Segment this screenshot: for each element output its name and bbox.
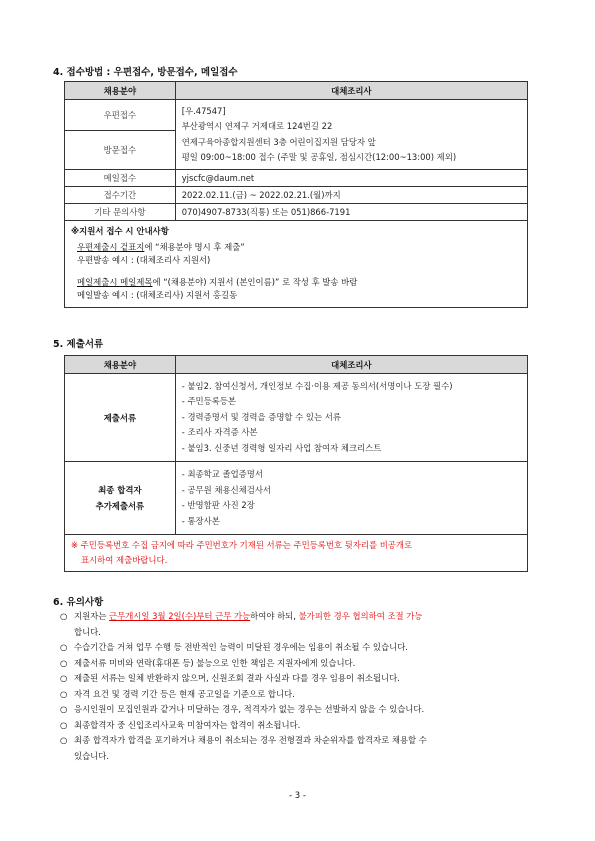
list-item: ○ 응시인원이 모집인원과 같거나 미달하는 경우, 적격자가 없는 경우는 선발하지 않을 수 있습니다. [60,702,540,718]
inquiry-value: 070)4907-8733(직통) 또는 051)866-7191 [175,204,527,221]
required-docs-list [175,374,527,462]
bullet-circle-icon: ○ [60,657,68,668]
label-period: 접수기간 [65,187,176,204]
documents-table [64,355,528,572]
notice-email-subject: 메일제출시 메일제목 [77,276,153,287]
notice-mail-example: 우편발송 예시 : (대체조리사 지원서) [77,255,211,265]
warning-line: 표시하여 제출바랍니다. [81,555,168,565]
section-5-title: 5. 제출서류 [53,339,104,350]
header-position: 대체조리사 [175,82,527,100]
address-cell [175,100,527,170]
header-field: 채용분야 [65,82,176,100]
notice-title: ※지원서 접수 시 안내사항 [71,226,169,236]
notice-email-text: 에 “(채용분야) 지원서 (본인이름)” 로 작성 후 발송 바람 [152,276,358,287]
bullet-circle-icon: ○ [60,704,68,714]
period-value: 2022.02.11.(금) ~ 2022.02.21.(월)까지 [175,187,527,204]
address-line: 부산광역시 연제구 거제대로 124번길 22 [181,121,333,131]
bullet-circle-icon: ○ [60,735,68,745]
notice-mail-cover: 우편제출시 겉표지 [77,241,145,252]
list-item: - 주민등록등본 [181,396,236,407]
notes-list [60,609,540,764]
list-item: - 공무원 채용신체검사서 [181,484,272,495]
page-number: - 3 - [289,791,306,801]
bullet-circle-icon: ○ [60,611,68,621]
list-item: - 붙임2. 참여신청서, 개인정보 수집·이용 제공 동의서(서명이나 도장 필수) [181,380,453,391]
label-final-line2: 추가제출서류 [95,501,145,511]
list-item: ○ 자격 요건 및 경력 기간 등은 현재 공고일을 기준으로 합니다. [60,687,540,703]
bullet-circle-icon: ○ [60,642,68,652]
address-line: 평일 09:00~18:00 접수 (주말 및 공휴일, 점심시간(12:00~13:00) 제외) [181,152,457,162]
list-item: ○ 최종 합격자가 합격을 포기하거나 채용이 취소되는 경우 전형결과 차순위자를 합격자로 채용할 수 있습니다. [60,735,427,761]
label-final-docs [65,462,176,535]
section-6-title: 6. 유의사항 [53,597,104,608]
notice-mail-text: 에 “채용분야 명시 후 제출” [144,241,245,252]
final-docs-list [175,462,527,535]
submission-notice [65,221,528,308]
list-item: ○ 제출서류 미비와 연락(휴대폰 등) 불능으로 인한 책임은 지원자에게 있습니다. [60,656,540,672]
address-line: [우.47547] [181,105,226,116]
bullet-circle-icon: ○ [60,719,68,730]
email-value: yjscfc@daum.net [175,170,527,187]
section-4-title: 4. 접수방법 : 우편접수, 방문접수, 메일접수 [53,67,238,78]
warning-line: ※ 주민등록번호 수집 금지에 따라 주민번호가 기재된 서류는 주민등록번호 뒷자리를 비공개로 [71,540,413,550]
header-field: 채용분야 [65,356,176,374]
address-line: 연제구육아종합지원센터 3층 어린이집지원 담당자 앞 [181,136,376,147]
label-required-docs: 제출서류 [65,374,176,462]
list-item: - 통장사본 [181,515,220,526]
reception-table [64,81,528,308]
list-item: - 반명함판 사진 2장 [181,500,255,510]
bullet-circle-icon: ○ [60,688,68,699]
label-email: 메일접수 [65,170,176,187]
notice-email-example: 메일발송 예시 : (대체조리사) 지원서 홍길동 [77,290,238,300]
list-item: ○ 최종합격자 중 신입조리사교육 미참여자는 합격이 취소됩니다. [60,718,540,734]
list-item: - 조리사 자격증 사본 [181,427,258,438]
list-item: ○ 제출된 서류는 일체 반환하지 않으며, 신원조회 결과 사실과 다를 경우 임용이 취소됩니다. [60,671,540,687]
label-final-line1: 최종 합격자 [98,485,142,495]
list-item: ○ 지원자는 근무개시일 3월 2일(수)부터 근무 가능하여야 하되, 불가피한 경우 협의하여 조절 가능 합니다. [60,611,423,637]
header-position: 대체조리사 [175,356,527,374]
bullet-circle-icon: ○ [60,673,68,683]
label-mail: 우편접수 [65,100,176,131]
id-number-warning [65,535,528,572]
start-date-highlight: 근무개시일 3월 2일(수)부터 근무 가능 [109,611,251,621]
label-inquiry: 기타 문의사항 [65,204,176,221]
adjustable-highlight: 불가피한 경우 협의하여 조절 가능 [298,611,423,621]
list-item: - 붙임3. 신중년 경력형 일자리 사업 참여자 체크리스트 [181,442,382,453]
list-item: - 경력증명서 및 경력을 증명할 수 있는 서류 [181,411,341,422]
list-item: ○ 수습기간을 거쳐 업무 수행 등 전반적인 능력이 미달된 경우에는 임용이 취소될 수 있습니다. [60,640,540,656]
label-visit: 방문접수 [65,131,176,170]
list-item: - 최종학교 졸업증명서 [181,469,263,479]
